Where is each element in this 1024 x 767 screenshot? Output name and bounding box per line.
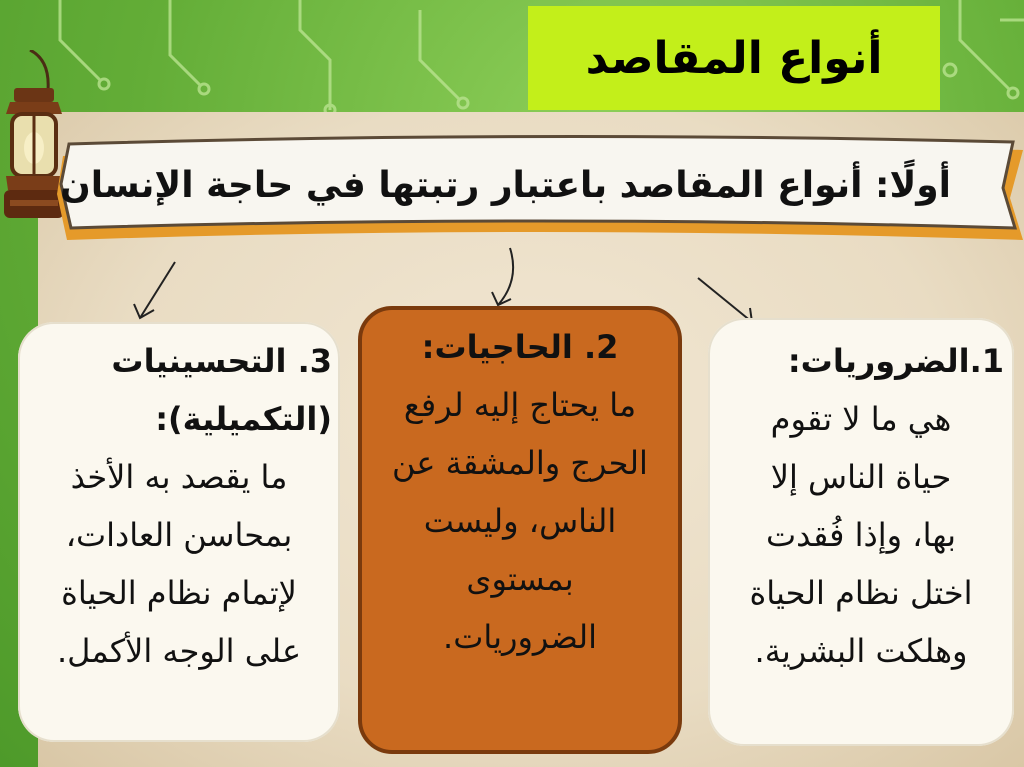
card-middle-line: الضروريات. [443,618,597,656]
card-left-line: ما يقصد به الأخذ [70,458,288,496]
card-left-heading-line1: 3. التحسينيات [111,342,332,380]
card-right-line: حياة الناس إلا [770,458,952,496]
card-right-line: اختل نظام الحياة [749,574,973,612]
card-left-line: لإتمام نظام الحياة [61,574,297,612]
card-left-line: على الوجه الأكمل. [56,632,302,670]
card-left-heading-line2: (التكميلية): [155,400,332,438]
card-hajiyyat [358,306,682,754]
card-right-heading: 1.الضروريات: [787,342,1004,380]
card-left-line: بمحاسن العادات، [65,516,293,554]
banner-heading: أولًا: أنواع المقاصد باعتبار رتبتها في حاجة الإنسان [60,164,951,206]
card-right-line: وهلكت البشرية. [754,632,968,670]
card-middle-line: الناس، وليست [423,502,617,540]
card-middle-line: الحرج والمشقة عن [392,444,648,482]
card-right-line: بها، وإذا فُقدت [766,516,956,554]
card-middle-line: ما يحتاج إليه لرفع [403,386,637,424]
card-middle-line: بمستوى [466,560,574,598]
page-title: أنواع المقاصد [528,6,940,110]
card-daruriyyat [708,318,1014,746]
card-tahsiniyyat [18,322,340,742]
card-middle-heading: 2. الحاجيات: [421,328,619,366]
card-right-line: هي ما لا تقوم [770,400,952,438]
